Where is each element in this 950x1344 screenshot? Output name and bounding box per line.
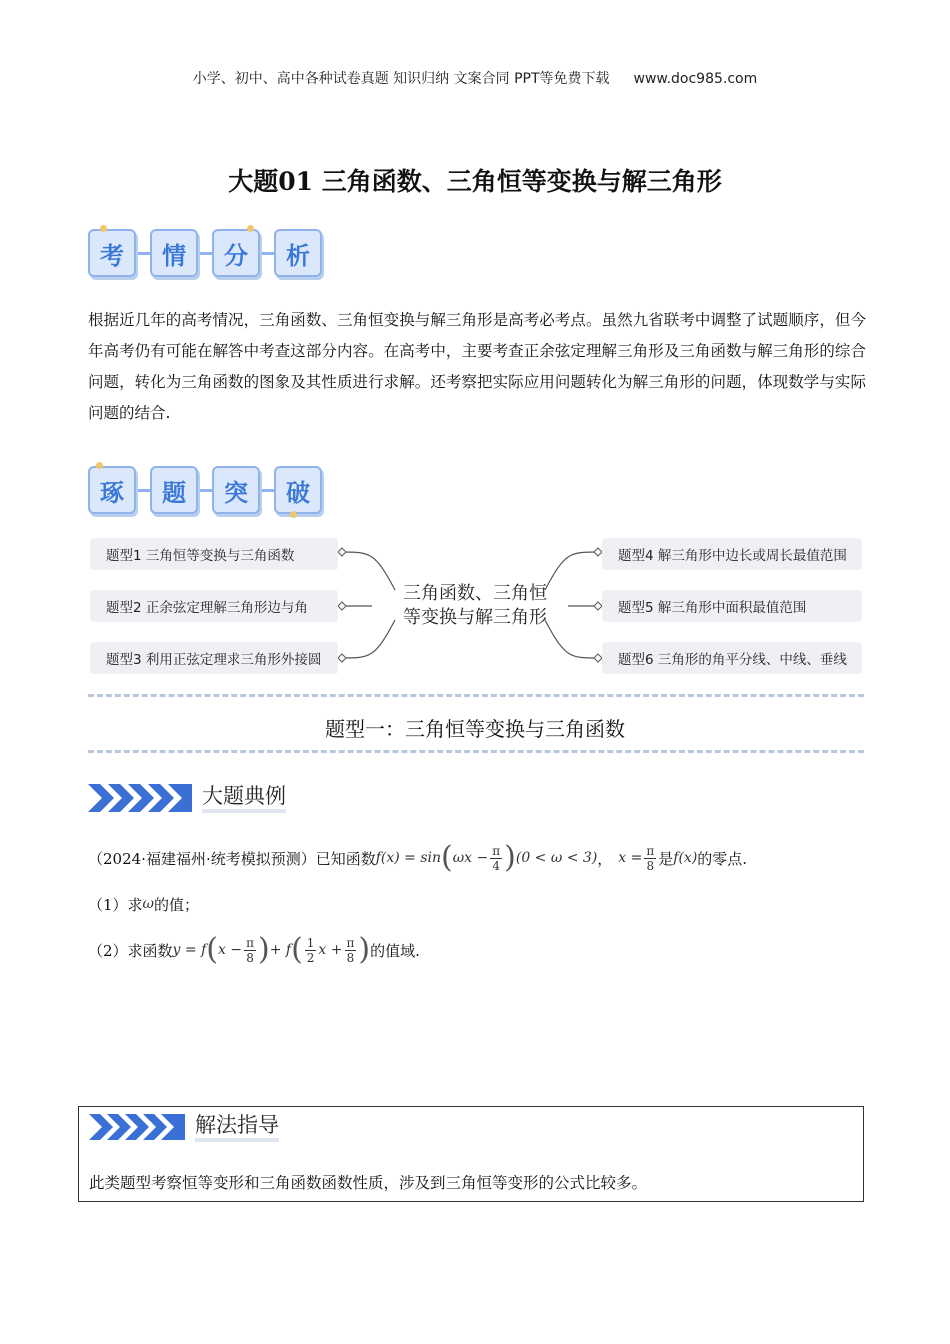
badge-connector: [260, 252, 274, 255]
badge-char: 析: [274, 229, 322, 277]
mindmap-item-6: 题型6 三角形的角平分线、中线、垂线: [602, 642, 862, 674]
badge-row-breakthrough: [88, 462, 322, 518]
connector-node: [338, 654, 346, 662]
guide-text: 此类题型考察恒等变形和三角函数函数性质，涉及到三角恒等变形的公式比较多。: [89, 1174, 648, 1192]
sparkle-icon: [290, 511, 297, 518]
question-part-1: （1）求 ω 的值；: [88, 895, 199, 914]
badge-connector: [198, 489, 212, 492]
sparkle-icon: [247, 225, 254, 232]
badge-connector: [136, 489, 150, 492]
badge-row-analysis: [88, 225, 322, 281]
analysis-paragraph: 根据近几年的高考情况，三角函数、三角恒变换与解三角形是高考必考点。虽然九省联考中调整了试题顺序，但今年高考仍有可能在解答中考查这部分内容。在高考中，主要考查正余弦定理解三角形及三角函数与解三角形的综合问题，转化为三角函数的图象及其性质进行求解。还考察把实际应用问题转化为解三角形的问题，体现数学与实际问题的结合.: [88, 311, 866, 422]
connector-node: [338, 548, 346, 556]
badge-char: 题: [150, 466, 198, 514]
question-source: （2024·福建福州·统考模拟预测）已知函数: [88, 849, 376, 868]
connector-node: [594, 602, 602, 610]
badge-connector: [260, 489, 274, 492]
chevrons-icon: [89, 1114, 185, 1140]
example-banner: [88, 780, 286, 816]
center-line: 三角函数、三角恒: [403, 583, 547, 604]
badge-char: 破: [274, 466, 322, 514]
header-site[interactable]: www.doc985.com: [633, 71, 758, 87]
connector-node: [594, 548, 602, 556]
header-tagline: 小学、初中、高中各种试卷真题 知识归纳 文案合同 PPT等免费下载: [192, 71, 610, 87]
page-title: 大题01 三角函数、三角恒等变换与解三角形: [228, 167, 722, 196]
badge-connector: [198, 252, 212, 255]
question-part-2: （2）求函数 y = f ( x − $\frac{\pi}{8}$ ) + f ( $\frac{1}{2}$ x + $\frac{\pi}{8}$ ) 的值域.: [88, 932, 420, 967]
mindmap-item-2: 题型2 正余弦定理解三角形边与角: [90, 590, 338, 622]
math-expression: f(x): [673, 850, 698, 866]
mindmap-center: [380, 582, 570, 630]
sparkle-icon: [96, 462, 103, 469]
badge-char: 琢: [88, 466, 136, 514]
page-header: [0, 68, 950, 88]
connector-node: [594, 654, 602, 662]
badge-char: 考: [88, 229, 136, 277]
guide-banner: [89, 1109, 279, 1145]
example-label: 大题典例: [202, 783, 286, 813]
math-expression: y = f ( x − $\frac{\pi}{8}$ ) + f ( $\frac{1}{2}$ x + $\frac{\pi}{8}$ ): [172, 932, 371, 967]
mindmap-item-3: 题型3 利用正弦定理求三角形外接圆: [90, 642, 338, 674]
connector-node: [338, 602, 346, 610]
math-expression: f(x) = sin ( ωx − $\frac{\pi}{4}$ ) (0 < ω < 3): [375, 840, 598, 875]
guide-box: [78, 1106, 864, 1202]
badge-char: 情: [150, 229, 198, 277]
math-expression: x = $\frac{\pi}{8}$: [618, 843, 655, 873]
mindmap-item-1: 题型1 三角恒等变换与三角函数: [90, 538, 338, 570]
section-title: 题型一：三角恒等变换与三角函数: [325, 717, 625, 741]
divider: [88, 750, 864, 753]
mindmap-item-4: 题型4 解三角形中边长或周长最值范围: [602, 538, 862, 570]
mindmap-item-5: 题型5 解三角形中面积最值范围: [602, 590, 862, 622]
sparkle-icon: [100, 225, 107, 232]
guide-label: 解法指导: [195, 1112, 279, 1142]
badge-char: 突: [212, 466, 260, 514]
badge-char: 分: [212, 229, 260, 277]
divider: [88, 694, 864, 697]
badge-connector: [136, 252, 150, 255]
chevrons-icon: [88, 784, 192, 812]
center-line: 等变换与解三角形: [403, 607, 547, 628]
question-stem: （2024·福建福州·统考模拟预测）已知函数 f(x) = sin ( ωx − $\frac{\pi}{4}$ ) (0 < ω < 3) ， x = $\frac{\pi}{8}$ 是 f(x) 的零点.: [88, 840, 748, 875]
